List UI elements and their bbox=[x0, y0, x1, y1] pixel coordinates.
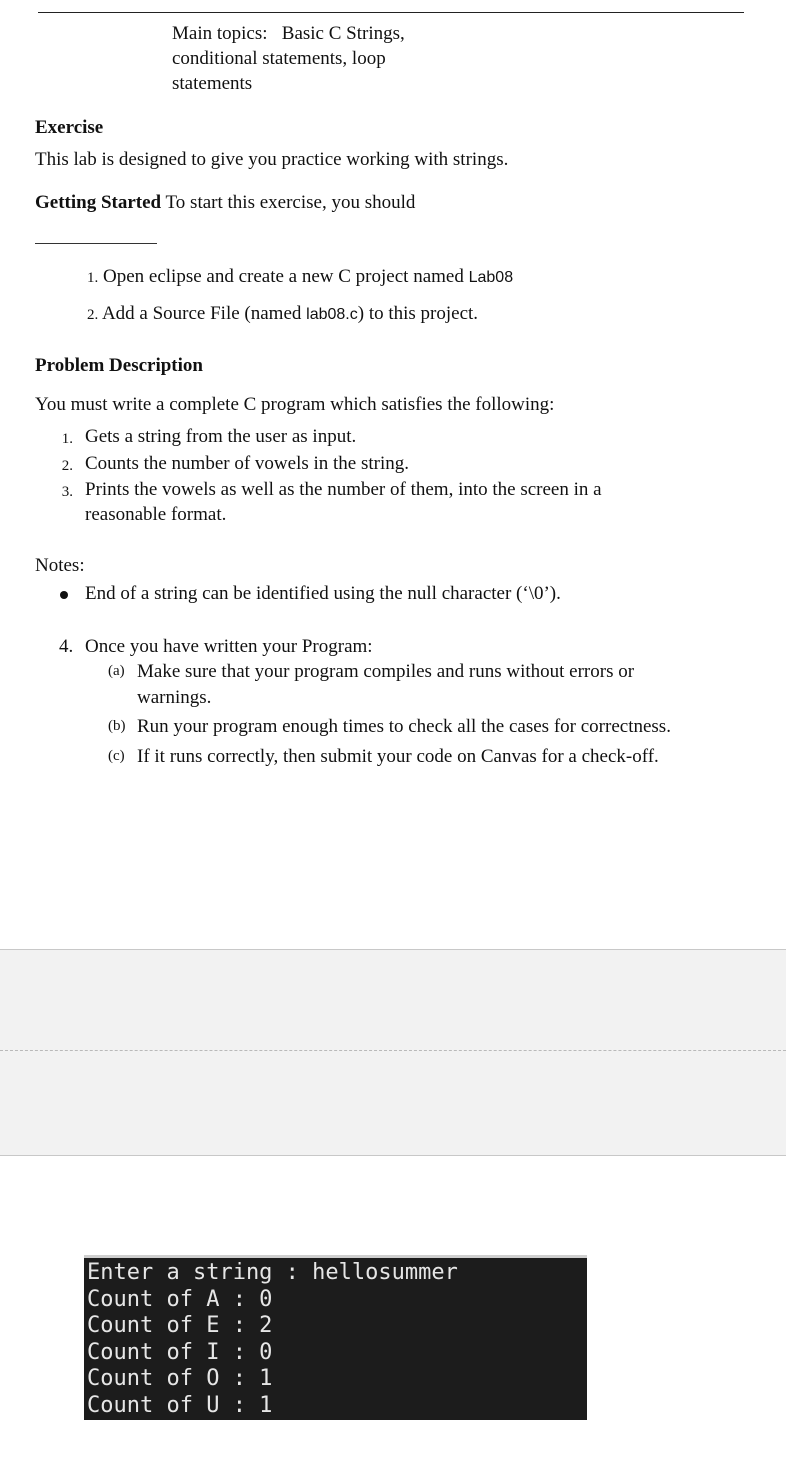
subitem-c-label: (c) bbox=[108, 748, 125, 764]
final-text: Once you have written your Program: bbox=[85, 636, 373, 657]
problem-item-1 bbox=[59, 425, 73, 452]
step-1-number: 1. bbox=[87, 270, 99, 286]
topics-line-3: statements bbox=[172, 73, 253, 94]
step-2-code: lab08.c bbox=[306, 306, 358, 323]
problem-item-2-number: 2. bbox=[61, 458, 73, 474]
problem-item-3-text: Prints the vowels as well as the number of them, into the screen in a bbox=[85, 479, 602, 500]
getting-started-label: Getting Started bbox=[35, 192, 162, 213]
subitem-a-text-cont: warnings. bbox=[137, 687, 212, 708]
problem-item-1-number: 1. bbox=[61, 431, 73, 447]
exercise-heading: Exercise bbox=[35, 117, 104, 138]
bullet-icon bbox=[60, 591, 68, 599]
problem-intro: You must write a complete C program which satisfies the following: bbox=[35, 394, 555, 415]
terminal-output bbox=[84, 1255, 587, 1420]
problem-item-1-text: Gets a string from the user as input. bbox=[85, 426, 357, 447]
step-2-after: ) to this project. bbox=[357, 303, 479, 324]
subitem-a-label: (a) bbox=[108, 663, 125, 679]
terminal-line: Count of O : 1 bbox=[87, 1366, 273, 1391]
subitem-c-text: If it runs correctly, then submit your code on Canvas for a check-off. bbox=[137, 746, 659, 767]
final-number: 4. bbox=[59, 636, 74, 657]
problem-item-3 bbox=[59, 478, 73, 505]
exercise-text: This lab is designed to give you practice working with strings. bbox=[35, 149, 509, 170]
notes-label: Notes: bbox=[35, 555, 85, 576]
subitem-b-label: (b) bbox=[108, 718, 126, 734]
terminal-cropped-top bbox=[84, 1255, 587, 1258]
top-divider bbox=[38, 12, 744, 13]
topics-line-2: conditional statements, loop bbox=[172, 48, 386, 69]
subitem-a-text: Make sure that your program compiles and runs without errors or bbox=[137, 661, 635, 682]
step-2-number: 2. bbox=[87, 307, 99, 323]
problem-item-2-text: Counts the number of vowels in the string. bbox=[85, 453, 410, 474]
panel-dashed-divider bbox=[0, 1050, 786, 1051]
problem-item-2 bbox=[59, 452, 73, 479]
main-topics bbox=[172, 21, 502, 96]
terminal-line: Count of E : 2 bbox=[87, 1313, 273, 1338]
notes-bullet-text: End of a string can be identified using the null character (‘\0’). bbox=[85, 583, 561, 604]
problem-heading: Problem Description bbox=[35, 355, 203, 376]
topics-line-1: Main topics: Basic C Strings, bbox=[172, 23, 405, 44]
step-2 bbox=[87, 301, 478, 328]
step-2-text: Add a Source File (named bbox=[101, 303, 307, 324]
terminal-line: Count of I : 0 bbox=[87, 1339, 273, 1365]
problem-item-3-number: 3. bbox=[61, 484, 73, 500]
terminal-line: Count of U : 1 bbox=[87, 1392, 273, 1418]
getting-started bbox=[35, 192, 415, 214]
terminal-line: Enter a string : hellosummer bbox=[87, 1260, 458, 1285]
terminal-line: Count of A : 0 bbox=[87, 1286, 273, 1312]
footnote-divider bbox=[35, 243, 157, 244]
getting-started-text: To start this exercise, you should bbox=[161, 192, 416, 213]
step-1-text: Open eclipse and create a new C project named bbox=[103, 266, 469, 287]
step-1-code: Lab08 bbox=[468, 269, 514, 286]
problem-item-3-text-cont: reasonable format. bbox=[85, 504, 227, 525]
subitem-b-text: Run your program enough times to check all the cases for correctness. bbox=[137, 716, 671, 737]
answer-panel bbox=[0, 949, 786, 1156]
step-1 bbox=[87, 264, 513, 291]
